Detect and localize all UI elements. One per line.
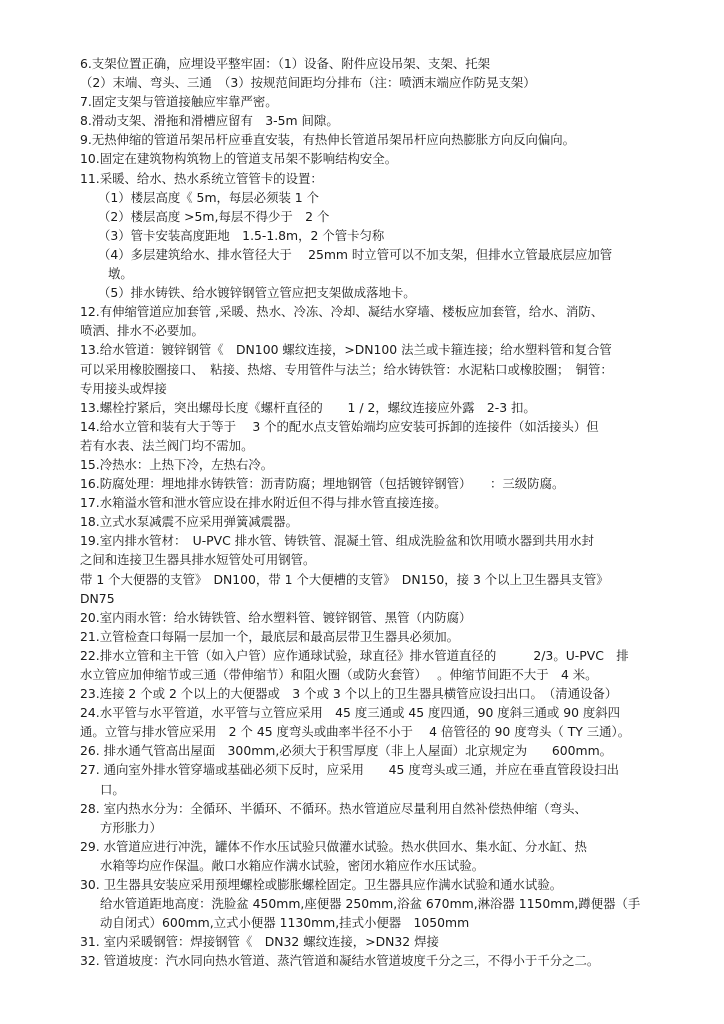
text-line: 6.支架位置正确，应埋设平整牢固：（1）设备、附件应设吊架、支架、托架 [80,56,491,71]
text-line: （2）楼层高度 >5m,每层不得少于 2 个 [98,208,330,224]
text-line: 13.给水管道：镀锌钢管《 DN100 螺纹连接，>DN100 法兰或卡箍连接；给水塑料管和复合管 [80,342,612,358]
text-line: 带 1 个大便器的支管》 DN100，带 1 个大便槽的支管》 DN150，接 3 个以上卫生器具支管》 [80,571,609,587]
text-line: 可以采用橡胶圈接口、 粘接、热熔、专用管件与法兰；给水铸铁管：水泥粘口或橡胶圈； 铜管： [80,361,613,377]
text-line: 28. 室内热水分为：全循环、半循环、不循环。热水管道应尽量利用自然补偿热伸缩（弯头、 [80,800,587,816]
text-line: 14.给水立管和装有大于等于 3 个的配水点支管始端均应安装可拆卸的连接件（如活接头）但 [80,418,599,434]
text-line: 通。立管与排水管应采用 2 个 45 度弯头或曲率半径不小于 4 倍管径的 90 度弯头（ TY 三通）。 [80,724,631,740]
document-page [80,54,676,971]
text-line: 20.室内雨水管：给水铸铁管、给水塑料管、镀锌钢管、黑管（内防腐） [80,609,472,625]
text-line: 10.固定在建筑物构筑物上的管道支吊架不影响结构安全。 [80,151,398,167]
text-line: 30. 卫生器具安装应采用预埋螺栓或膨胀螺栓固定。卫生器具应作满水试验和通水试验。 [80,877,563,893]
text-line: 29. 水管道应进行冲洗，罐体不作水压试验只做灌水试验。热水供回水、集水缸、分水缸、热 [80,838,587,854]
text-line: 31. 室内采暖钢管：焊接钢管《 DN32 螺纹连接，>DN32 焊接 [80,934,439,950]
text-line: 动自闭式）600mm,立式小便器 1130mm,挂式小便器 1050mm [100,915,470,931]
text-line: 若有水表、法兰阀门均不需加。 [80,437,254,453]
text-line: 9.无热伸缩的管道吊架吊杆应垂直安装，有热伸长管道吊架吊杆应向热膨胀方向反向偏向。 [80,132,576,148]
text-line: 32. 管道坡度：汽水同向热水管道、蒸汽管道和凝结水管道坡度千分之三，不得小于千分之二。 [80,953,600,969]
text-line: 之间和连接卫生器具排水短管处可用钢管。 [80,552,316,568]
text-line: DN75 [80,590,115,606]
text-line: 方形胀力） [100,819,162,835]
text-line: 24.水平管与水平管道，水平管与立管应采用 45 度三通或 45 度四通，90 度斜三通或 90 度斜四 [80,705,621,721]
text-line: 15.冷热水：上热下冷，左热右冷。 [80,456,274,472]
text-line: 11.采暖、给水、热水系统立管管卡的设置： [80,170,323,186]
text-line: 18.立式水泵减震不应采用弹簧减震器。 [80,514,298,530]
text-line: 8.滑动支架、滑拖和滑槽应留有 3-5m 间隙。 [80,113,339,129]
text-line: 16.防腐处理：埋地排水铸铁管：沥青防腐；埋地钢管（包括镀锌钢管） ：三级防腐。 [80,476,565,492]
text-line: 墩。 [108,266,133,282]
text-line: 27. 通向室外排水管穿墙或基础必须下反时，应采用 45 度弯头或三通，并应在垂直管段设扫出 [80,762,619,778]
text-line: 21.立管检查口每隔一层加一个，最底层和最高层带卫生器具必须加。 [80,628,460,644]
text-line: （5）排水铸铁、给水镀锌钢管立管应把支架做成落地卡。 [98,285,416,301]
text-line: 水立管应加伸缩节或三通（带伸缩节）和阻火圈（或防火套管） 。伸缩节间距不大于 4 米。 [80,667,598,682]
text-line: 22.排水立管和主干管（如入户管）应作通球试验，球直径》排水管道直径的 2/3。U-PVC 排 [80,647,629,663]
text-line: 给水管道距地高度：洗脸盆 450mm,座便器 250mm,浴盆 670mm,淋浴器 1150mm,蹲便器（手 [100,896,641,912]
text-line: 口。 [100,781,125,797]
text-line: 喷洒、排水不必要加。 [80,323,204,339]
text-line: （1）楼层高度《 5m，每层必须装 1 个 [98,189,320,205]
text-line: 水箱等均应作保温。敞口水箱应作满水试验，密闭水箱应作水压试验。 [100,857,485,873]
text-line: （4）多层建筑给水、排水管径大于 25mm 时立管可以不加支架，但排水立管最底层应加管 [98,246,613,262]
text-line: 7.固定支架与管道接触应牢靠严密。 [80,94,278,110]
text-line: （2）末端、弯头、三通 （3）按规范间距均分排布（注：喷洒末端应作防晃支架） [80,75,536,91]
text-line: 12.有伸缩管道应加套管 ,采暖、热水、冷冻、冷却、凝结水穿墙、楼板应加套管，给水、消防、 [80,304,604,320]
text-line: 13.螺栓拧紧后，突出螺母长度《螺杆直径的 1 / 2，螺纹连接应外露 2-3 扣。 [80,399,536,415]
text-line: 19.室内排水管材： U-PVC 排水管、铸铁管、混凝土管、组成洗脸盆和饮用喷水器到共用水封 [80,533,595,549]
text-line: 专用接头或焊接 [80,380,167,396]
text-line: 17.水箱溢水管和泄水管应设在排水附近但不得与排水管直接连接。 [80,495,447,511]
text-line: 26. 排水通气管高出屋面 300mm,必须大于积雪厚度（非上人屋面）北京规定为 600mm。 [80,743,613,759]
text-line: 23.连接 2 个或 2 个以上的大便器或 3 个或 3 个以上的卫生器具横管应设扫出口。 （清通设备） [80,686,618,702]
text-line: （3）管卡安装高度距地 1.5-1.8m，2 个管卡匀称 [98,227,385,243]
